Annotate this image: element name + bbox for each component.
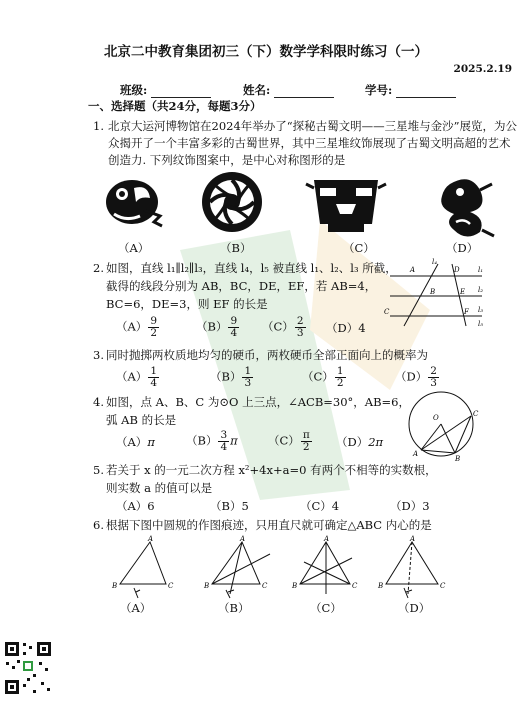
q4-option-d[interactable] — [336, 434, 383, 450]
q4-b-num: 3 — [220, 429, 228, 441]
q2-line1: 如图，直线 l₁∥l₂∥l₃，直线 l₄，l₅ 被直线 l₁、l₂、l₃ 所截， — [106, 261, 397, 275]
q1-line2: 众揭开了一个丰富多彩的古蜀世界，其中三星堆纹饰展现了古蜀文明高超的艺术 — [108, 136, 511, 150]
q4-option-b[interactable] — [186, 430, 238, 453]
q6a-vertex-b: B — [112, 582, 118, 590]
q2-c-den: 3 — [296, 327, 304, 339]
q4-option-d-text: 2π — [368, 435, 384, 449]
q4-point-c: C — [473, 410, 479, 418]
q6-figure-b — [203, 535, 270, 598]
q6a-vertex-a: A — [148, 535, 154, 543]
q3-option-b-frac — [242, 366, 253, 389]
q3-option-a-frac — [148, 366, 159, 389]
q2-a-num: 9 — [150, 315, 157, 327]
q1-option-c[interactable]: （C） — [343, 241, 375, 255]
q4-b-suffix: π — [230, 433, 238, 448]
q1-figures — [100, 170, 500, 242]
q2-option-c[interactable] — [262, 316, 307, 339]
q4-point-b: B — [455, 455, 461, 462]
q2-label-l3: l₃ — [478, 306, 484, 314]
q4-number: 4. — [93, 395, 104, 409]
q6d-vertex-b: B — [378, 582, 384, 590]
q2-point-c: C — [384, 308, 390, 316]
q3-line1: 同时抛掷两枚质地均匀的硬币，两枚硬币全部正面向上的概率为 — [106, 348, 428, 362]
q4-option-b-frac — [218, 430, 229, 453]
q2-point-b: B — [430, 288, 436, 296]
section-heading: 一、选择题（共24分，每题3分） — [88, 99, 262, 113]
q6d-vertex-a: A — [410, 535, 416, 543]
q3-number: 3. — [93, 348, 104, 362]
q6-figure-d — [377, 535, 446, 598]
q4-c-den: 2 — [302, 441, 310, 453]
q4-option-b-label: （B） — [186, 433, 218, 448]
q3-a-den: 4 — [150, 377, 157, 389]
q2-point-d: D — [454, 266, 460, 274]
q5-option-c[interactable]: （C）4 — [300, 499, 340, 513]
q6b-vertex-b: B — [204, 582, 210, 590]
q2-option-b-frac — [228, 316, 239, 339]
id-label: 学号: — [365, 83, 393, 97]
q2-label-l4: l₄ — [432, 258, 438, 266]
q4-point-o: O — [433, 414, 439, 422]
q6-figure-a — [111, 535, 174, 598]
q4-b-den: 4 — [220, 441, 228, 453]
q4-option-c-frac — [301, 430, 312, 453]
q1-figure-d — [441, 179, 494, 236]
q2-option-d[interactable] — [326, 320, 366, 336]
q2-line2: 截得的线段分别为 AB，BC，DE，EF，若 AB=4， — [106, 279, 377, 293]
q3-option-c-frac — [335, 366, 346, 389]
q1-option-a[interactable]: （A） — [118, 241, 150, 255]
q2-option-c-frac — [295, 316, 306, 339]
q3-option-a[interactable] — [116, 366, 160, 389]
q2-c-num: 2 — [296, 315, 304, 327]
q4-line2: 弧 AB 的长是 — [106, 413, 177, 427]
name-label: 姓名: — [243, 83, 271, 97]
q5-line2: 则实数 a 的值可以是 — [106, 481, 213, 495]
q5-number: 5. — [93, 463, 104, 477]
q4-option-d-label: （D） — [336, 435, 369, 449]
q4-point-a: A — [413, 450, 419, 458]
q6-figures — [100, 534, 450, 602]
q1-figure-a — [106, 180, 162, 226]
q2-option-c-label: （C） — [262, 319, 294, 334]
q3-option-c[interactable] — [302, 366, 347, 389]
q2-option-a-frac — [148, 316, 159, 339]
q5-option-d[interactable]: （D）3 — [390, 499, 430, 513]
q5-option-a[interactable]: （A）6 — [116, 499, 155, 513]
segment-oa — [421, 424, 441, 450]
q1-figure-b — [202, 172, 262, 232]
q2-point-f: F — [464, 308, 469, 316]
q6c-vertex-c: C — [352, 582, 358, 590]
q3-d-den: 3 — [430, 377, 437, 389]
q6-line1: 根据下图中圆规的作图痕迹，只用直尺就可确定△ABC 内心的是 — [106, 518, 432, 532]
q2-b-num: 9 — [230, 315, 238, 327]
q2-a-den: 2 — [150, 327, 157, 339]
q2-point-e: E — [460, 288, 466, 296]
q2-label-l1: l₁ — [478, 266, 484, 274]
q6-option-b[interactable]: （B） — [218, 601, 250, 615]
q5-option-b[interactable]: （B）5 — [210, 499, 249, 513]
q2-option-b-label: （B） — [196, 319, 228, 334]
q6-figure-c — [291, 535, 358, 594]
q6-option-a[interactable]: （A） — [120, 601, 152, 615]
q3-a-num: 1 — [150, 365, 157, 377]
q4-option-a-label: （A） — [116, 435, 148, 449]
q3-b-den: 3 — [244, 377, 252, 389]
q2-figure — [380, 258, 492, 328]
q2-b-den: 4 — [230, 327, 238, 339]
q6-option-d[interactable]: （D） — [398, 601, 431, 615]
q6d-vertex-c: C — [440, 582, 446, 590]
q1-line3: 创造力. 下列纹饰图案中，是中心对称图形的是 — [108, 153, 346, 167]
q1-option-b[interactable]: （B） — [220, 241, 252, 255]
q4-line1: 如图，点 A、B、C 为⊙O 上三点，∠ACB=30°，AB=6， — [106, 395, 411, 409]
q2-point-a: A — [410, 266, 416, 274]
q6-number: 6. — [93, 518, 104, 532]
class-label: 班级: — [120, 83, 148, 97]
name-blank[interactable] — [274, 85, 334, 98]
q2-option-d-text: 4 — [358, 321, 366, 335]
id-blank[interactable] — [396, 85, 456, 98]
q4-figure — [395, 386, 487, 462]
q5-line1: 若关于 x 的一元二次方程 x²+4x+a=0 有两个不相等的实数根， — [106, 463, 437, 477]
q3-c-den: 2 — [336, 377, 344, 389]
q4-c-num: π — [302, 429, 310, 441]
q6b-vertex-c: C — [262, 582, 268, 590]
q2-option-a[interactable] — [116, 316, 160, 339]
q3-b-num: 1 — [244, 365, 252, 377]
q3-c-num: 1 — [336, 365, 344, 377]
q3-d-num: 2 — [430, 365, 437, 377]
q2-option-d-label: （D） — [326, 321, 359, 335]
q6a-vertex-c: C — [168, 582, 174, 590]
q3-option-b[interactable] — [210, 366, 254, 389]
exam-date: 2025.2.19 — [453, 63, 512, 75]
q2-option-b[interactable] — [196, 316, 240, 339]
id-field[interactable] — [365, 82, 456, 98]
q2-label-l5: l₅ — [478, 320, 484, 328]
qr-code[interactable] — [3, 640, 53, 696]
q3-option-d-label: （D） — [395, 369, 428, 384]
q2-option-a-label: （A） — [116, 319, 148, 334]
q1-line1: 北京大运河博物馆在2024年举办了“探秘古蜀文明——三星堆与金沙”展览，为公 — [108, 119, 518, 133]
q2-number: 2. — [93, 261, 104, 275]
q6c-vertex-a: A — [324, 535, 330, 543]
q4-option-c[interactable] — [268, 430, 313, 453]
q2-label-l2: l₂ — [478, 286, 484, 294]
q6c-vertex-b: B — [292, 582, 298, 590]
q3-option-b-label: （B） — [210, 369, 242, 384]
q1-option-d[interactable]: （D） — [446, 241, 479, 255]
q6b-vertex-a: A — [240, 535, 246, 543]
q3-option-a-label: （A） — [116, 369, 148, 384]
q1-figure-c — [306, 180, 386, 232]
q6-option-c[interactable]: （C） — [310, 601, 342, 615]
q3-option-c-label: （C） — [302, 369, 334, 384]
q4-option-a-text: π — [147, 435, 155, 449]
q1-number: 1. — [93, 119, 104, 133]
page-title: 北京二中教育集团初三（下）数学学科限时练习（一） — [104, 44, 428, 60]
q2-line3: BC=6，DE=3，则 EF 的长是 — [106, 297, 268, 311]
q4-option-c-label: （C） — [268, 433, 300, 448]
q4-option-a[interactable] — [116, 434, 155, 450]
